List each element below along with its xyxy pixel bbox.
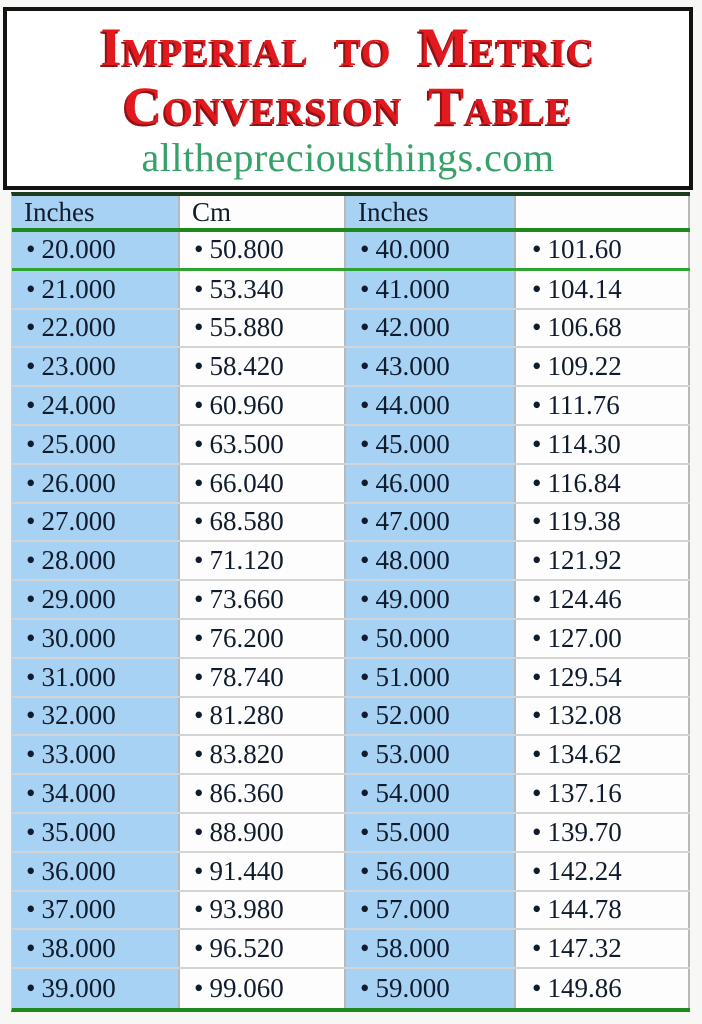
bullet-icon: • [532,273,548,304]
cell-cm-left: • 68.580 [178,504,346,541]
bullet-icon: • [532,700,548,731]
table-body [12,232,690,1008]
table-row [12,348,690,387]
cell-inches-right: • 42.000 [346,310,514,347]
bullet-icon: • [532,933,548,964]
bullet-icon: • [194,312,210,343]
cell-cm-right: • 137.16 [514,775,690,812]
bullet-icon: • [360,622,376,653]
cell-inches-right: • 43.000 [346,348,514,385]
cell-inches-left: • 36.000 [12,853,178,890]
bullet-icon: • [194,933,210,964]
bullet-icon: • [194,894,210,925]
bullet-icon: • [26,428,42,459]
cell-inches-left: • 28.000 [12,542,178,579]
bullet-icon: • [194,778,210,809]
cell-cm-left: • 73.660 [178,581,346,618]
cell-cm-right: • 142.24 [514,853,690,890]
cell-cm-left: • 99.060 [178,969,346,1008]
table-row [12,969,690,1008]
table-row [12,698,690,737]
cell-inches-left: • 25.000 [12,426,178,463]
bullet-icon: • [26,894,42,925]
table-row [12,542,690,581]
bullet-icon: • [360,351,376,382]
table-row [12,620,690,659]
cell-cm-right: • 109.22 [514,348,690,385]
bullet-icon: • [532,467,548,498]
table-header-row [12,196,690,232]
bullet-icon: • [360,778,376,809]
cell-cm-left: • 86.360 [178,775,346,812]
bullet-icon: • [194,428,210,459]
bullet-icon: • [532,428,548,459]
bullet-icon: • [26,234,42,265]
bullet-icon: • [532,739,548,770]
bullet-icon: • [26,661,42,692]
bullet-icon: • [26,273,42,304]
cell-cm-right: • 106.68 [514,310,690,347]
cell-inches-left: • 22.000 [12,310,178,347]
bullet-icon: • [194,739,210,770]
bullet-icon: • [26,700,42,731]
cell-cm-right: • 114.30 [514,426,690,463]
bullet-icon: • [26,390,42,421]
cell-inches-right: • 40.000 [346,232,514,268]
bullet-icon: • [360,390,376,421]
table-row [12,930,690,969]
cell-inches-left: • 27.000 [12,504,178,541]
bullet-icon: • [532,351,548,382]
bullet-icon: • [194,467,210,498]
bullet-icon: • [360,700,376,731]
cell-inches-left: • 31.000 [12,659,178,696]
cell-cm-right: • 127.00 [514,620,690,657]
bullet-icon: • [194,584,210,615]
table-row [12,387,690,426]
bullet-icon: • [194,506,210,537]
cell-cm-left: • 66.040 [178,465,346,502]
cell-cm-left: • 96.520 [178,930,346,967]
bullet-icon: • [532,778,548,809]
page-title-line2: Conversion Table [123,76,573,136]
bullet-icon: • [360,973,376,1004]
cell-cm-left: • 53.340 [178,271,346,308]
bullet-icon: • [360,894,376,925]
cell-cm-right: • 116.84 [514,465,690,502]
cell-inches-right: • 52.000 [346,698,514,735]
bullet-icon: • [532,506,548,537]
cell-cm-left: • 88.900 [178,814,346,851]
bullet-icon: • [532,661,548,692]
bullet-icon: • [360,506,376,537]
table-row [12,232,690,271]
table-row [12,775,690,814]
bullet-icon: • [360,739,376,770]
bullet-icon: • [194,351,210,382]
cell-inches-left: • 33.000 [12,736,178,773]
cell-cm-left: • 81.280 [178,698,346,735]
bullet-icon: • [194,661,210,692]
column-header-inches-left: Inches [12,196,178,228]
column-header-cm-right [514,196,690,228]
table-row [12,465,690,504]
cell-inches-left: • 32.000 [12,698,178,735]
bullet-icon: • [26,584,42,615]
table-row [12,504,690,543]
cell-cm-left: • 63.500 [178,426,346,463]
cell-inches-right: • 58.000 [346,930,514,967]
cell-inches-left: • 29.000 [12,581,178,618]
cell-inches-left: • 20.000 [12,232,178,268]
cell-inches-right: • 46.000 [346,465,514,502]
cell-inches-left: • 24.000 [12,387,178,424]
cell-inches-right: • 41.000 [346,271,514,308]
bullet-icon: • [26,312,42,343]
column-header-inches-right: Inches [346,196,514,228]
bullet-icon: • [360,312,376,343]
cell-inches-left: • 38.000 [12,930,178,967]
bullet-icon: • [360,273,376,304]
bullet-icon: • [360,428,376,459]
cell-inches-right: • 48.000 [346,542,514,579]
cell-inches-right: • 47.000 [346,504,514,541]
cell-cm-left: • 76.200 [178,620,346,657]
cell-inches-left: • 34.000 [12,775,178,812]
cell-inches-right: • 57.000 [346,892,514,929]
cell-inches-right: • 55.000 [346,814,514,851]
cell-inches-left: • 23.000 [12,348,178,385]
cell-cm-right: • 124.46 [514,581,690,618]
cell-inches-left: • 30.000 [12,620,178,657]
bullet-icon: • [26,545,42,576]
bullet-icon: • [360,661,376,692]
cell-cm-right: • 134.62 [514,736,690,773]
cell-cm-left: • 50.800 [178,232,346,268]
bullet-icon: • [26,933,42,964]
cell-inches-right: • 51.000 [346,659,514,696]
bullet-icon: • [194,973,210,1004]
cell-cm-right: • 132.08 [514,698,690,735]
cell-cm-left: • 93.980 [178,892,346,929]
bullet-icon: • [194,545,210,576]
bullet-icon: • [532,816,548,847]
bullet-icon: • [532,390,548,421]
cell-inches-left: • 21.000 [12,271,178,308]
title-box [3,7,693,190]
website-url: allthepreciousthings.com [141,135,555,180]
bullet-icon: • [532,894,548,925]
cell-inches-left: • 26.000 [12,465,178,502]
cell-cm-right: • 144.78 [514,892,690,929]
bullet-icon: • [26,816,42,847]
table-row [12,736,690,775]
bullet-icon: • [194,816,210,847]
cell-inches-left: • 39.000 [12,969,178,1008]
bullet-icon: • [26,739,42,770]
bullet-icon: • [26,973,42,1004]
cell-inches-right: • 49.000 [346,581,514,618]
cell-cm-right: • 121.92 [514,542,690,579]
cell-cm-right: • 101.60 [514,232,690,268]
bullet-icon: • [532,545,548,576]
cell-cm-left: • 55.880 [178,310,346,347]
table-row [12,659,690,698]
bullet-icon: • [194,234,210,265]
cell-cm-left: • 58.420 [178,348,346,385]
table-row [12,892,690,931]
cell-inches-right: • 44.000 [346,387,514,424]
cell-cm-left: • 78.740 [178,659,346,696]
bullet-icon: • [194,622,210,653]
cell-cm-right: • 104.14 [514,271,690,308]
cell-inches-right: • 56.000 [346,853,514,890]
bullet-icon: • [26,467,42,498]
bullet-icon: • [532,234,548,265]
table-row [12,853,690,892]
cell-inches-right: • 45.000 [346,426,514,463]
cell-cm-left: • 83.820 [178,736,346,773]
table-row [12,310,690,349]
bullet-icon: • [360,545,376,576]
column-header-cm-left: Cm [178,196,346,228]
bullet-icon: • [194,273,210,304]
page-title-line1: Imperial to Metric [100,17,596,77]
bullet-icon: • [194,700,210,731]
bullet-icon: • [26,855,42,886]
cell-cm-right: • 139.70 [514,814,690,851]
cell-cm-right: • 149.86 [514,969,690,1008]
cell-inches-left: • 37.000 [12,892,178,929]
cell-cm-left: • 71.120 [178,542,346,579]
conversion-table [11,192,690,1012]
bullet-icon: • [26,622,42,653]
bullet-icon: • [360,855,376,886]
bullet-icon: • [26,778,42,809]
table-row [12,814,690,853]
bullet-icon: • [532,312,548,343]
bullet-icon: • [360,933,376,964]
cell-cm-right: • 119.38 [514,504,690,541]
table-row [12,581,690,620]
bullet-icon: • [360,234,376,265]
bullet-icon: • [532,584,548,615]
table-row [12,426,690,465]
bullet-icon: • [360,816,376,847]
cell-cm-right: • 111.76 [514,387,690,424]
cell-cm-right: • 147.32 [514,930,690,967]
cell-cm-right: • 129.54 [514,659,690,696]
bullet-icon: • [26,506,42,537]
bullet-icon: • [194,855,210,886]
cell-inches-left: • 35.000 [12,814,178,851]
bullet-icon: • [360,467,376,498]
cell-inches-right: • 53.000 [346,736,514,773]
cell-inches-right: • 59.000 [346,969,514,1008]
cell-inches-right: • 54.000 [346,775,514,812]
cell-cm-left: • 60.960 [178,387,346,424]
bullet-icon: • [532,855,548,886]
table-row [12,271,690,310]
bullet-icon: • [26,351,42,382]
bullet-icon: • [532,973,548,1004]
cell-cm-left: • 91.440 [178,853,346,890]
bullet-icon: • [532,622,548,653]
bullet-icon: • [360,584,376,615]
bullet-icon: • [194,390,210,421]
cell-inches-right: • 50.000 [346,620,514,657]
